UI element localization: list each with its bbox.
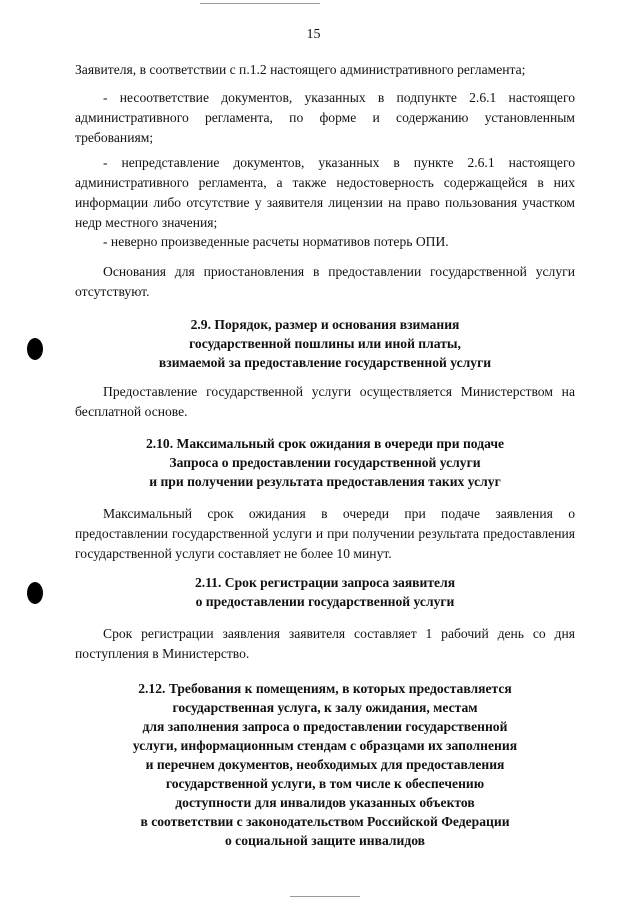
- section-heading-2-9: 2.9. Порядок, размер и основания взимания государственной пошлины или иной платы, взимаемой за предоставление государственной услуги: [158, 317, 492, 370]
- paragraph-2-9: Предоставление государственной услуги осуществляется Министерством на бесплатной основе.: [75, 384, 575, 419]
- paragraph-2-11: Срок регистрации заявления заявителя составляет 1 рабочий день со дня поступления в Министерство.: [75, 626, 575, 661]
- paragraph-nonconformity: - несоответствие документов, указанных в подпункте 2.6.1 настоящего административного регламента, по форме и содержанию установленным требованиям;: [75, 90, 575, 145]
- scan-edge-mark: [200, 3, 320, 4]
- punch-hole: [27, 338, 43, 360]
- punch-hole: [27, 582, 43, 604]
- section-heading-2-12: 2.12. Требования к помещениям, в которых предоставляется государственная услуга, к залу ожидания, местам для заполнения запроса о предоставлении государственной услуги, информационным стендам с образцами их заполнения и перечнем документов, необходимых для предоставления государственной услуги, в том числе к обеспечению доступности для инвалидов указанных объектов в соответствии с законодательством Российской Федерации о социальной защите инвалидов: [132, 681, 518, 848]
- scan-edge-mark: [290, 896, 360, 897]
- paragraph-2-10: Максимальный срок ожидания в очереди при подаче заявления о предоставлении государственной услуги и при получении результата предоставления государственной услуги составляет не более 10 минут.: [75, 506, 575, 561]
- section-heading-2-10: 2.10. Максимальный срок ожидания в очереди при подаче Запроса о предоставлении государственной услуги и при получении результата предоставления таких услуг: [145, 436, 505, 489]
- paragraph-nonsubmission: - непредставление документов, указанных в пункте 2.6.1 настоящего административного регламента, а также недостоверность содержащейся в них информации либо отсутствие у заявителя лицензии на право пользования участком недр местного значения;: [75, 155, 575, 230]
- page-number: 15: [306, 27, 321, 42]
- section-heading-2-11: 2.11. Срок регистрации запроса заявителя о предоставлении государственной услуги: [194, 575, 456, 609]
- paragraph-applicant-ref: Заявителя, в соответствии с п.1.2 настоящего административного регламента;: [75, 62, 526, 77]
- paragraph-wrong-calculations: - неверно произведенные расчеты нормативов потерь ОПИ.: [103, 234, 449, 249]
- paragraph-suspension-grounds: Основания для приостановления в предоставлении государственной услуги отсутствуют.: [75, 264, 575, 299]
